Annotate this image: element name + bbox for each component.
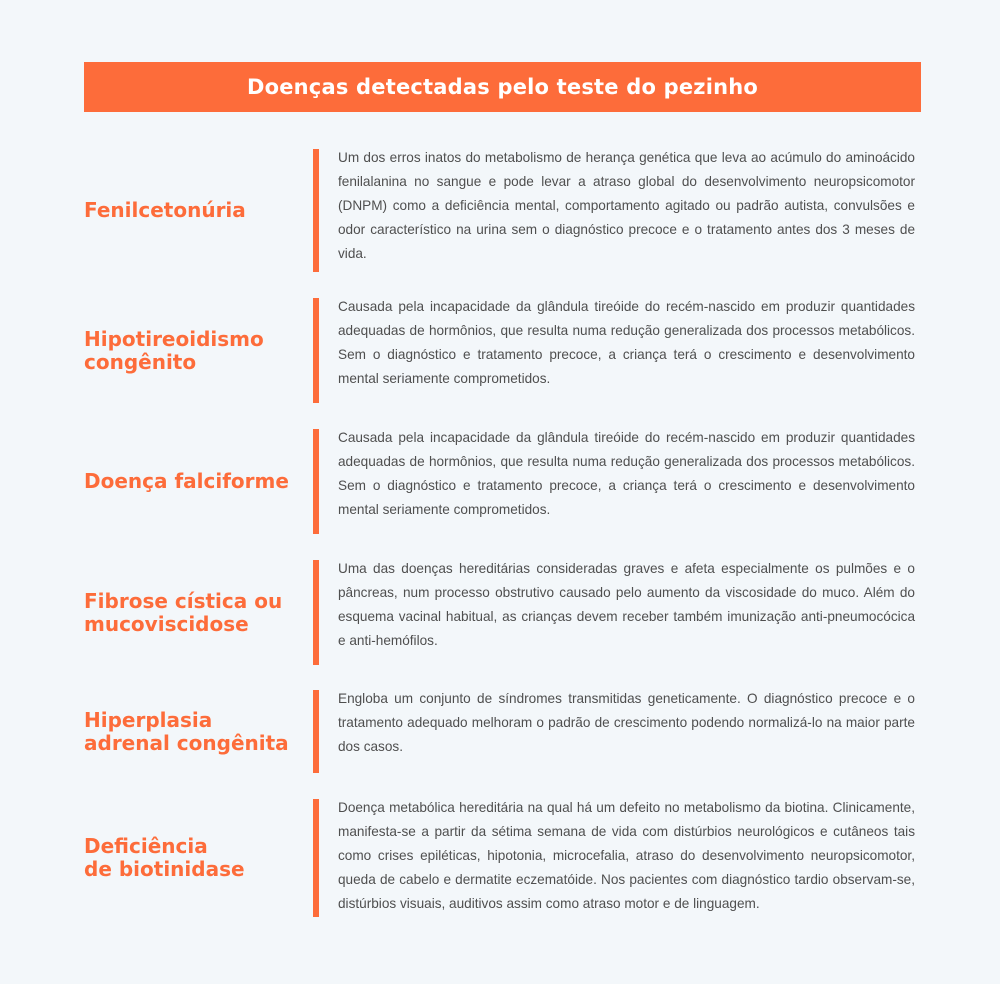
disease-description: Causada pela incapacidade da glândula tireóide do recém-nascido em produzir quantidades adequadas de hormônios, que resulta numa redução generalizada dos processos metabólicos. Sem o diagnóstico e tratamento precoce, a criança terá o crescimento e desenvolvimento mental seriamente comprometidos. <box>338 430 915 517</box>
disease-name: Hiperplasia adrenal congênita <box>84 707 289 755</box>
title-banner <box>84 62 921 112</box>
disease-name: Doença falciforme <box>84 469 289 493</box>
disease-row-fenilcetonuria <box>84 149 924 272</box>
accent-bar <box>313 298 319 403</box>
disease-description: Engloba um conjunto de síndromes transmitidas geneticamente. O diagnóstico precoce e o tratamento adequado melhoram o padrão de crescimento podendo normalizá-lo na maior parte dos casos. <box>338 691 915 754</box>
disease-description: Uma das doenças hereditárias consideradas graves e afeta especialmente os pulmões e o pâncreas, num processo obstrutivo causado pelo aumento da viscosidade do muco. Além do esquema vacinal habitual, as crianças devem receber também imunização anti-pneumocócica e anti-hemófilos. <box>338 561 915 648</box>
disease-row-biotinidase <box>84 799 924 917</box>
disease-row-hiperplasia <box>84 690 924 773</box>
disease-name: Hipotireoidismo congênito <box>84 326 264 374</box>
accent-bar <box>313 560 319 665</box>
accent-bar <box>313 799 319 917</box>
accent-bar <box>313 429 319 534</box>
disease-description: Doença metabólica hereditária na qual há um defeito no metabolismo da biotina. Clinicamente, manifesta-se a partir da sétima semana de vida com distúrbios neurológicos e cutâneos tais como crises epiléticas, hipotonia, microcefalia, atraso do desenvolvimento neuropsicomotor, queda de cabelo e dermatite eczematóide. Nos pacientes com diagnóstico tardio observam-se, distúrbios visuais, auditivos assim como atraso motor e de linguagem. <box>338 800 915 911</box>
page-title: Doenças detectadas pelo teste do pezinho <box>246 75 759 99</box>
disease-name: Fenilcetonúria <box>84 198 246 222</box>
accent-bar <box>313 149 319 272</box>
disease-row-falciforme <box>84 429 924 534</box>
disease-name: Deficiência de biotinidase <box>84 834 245 881</box>
disease-name: Fibrose cística ou mucoviscidose <box>84 588 283 636</box>
accent-bar <box>313 690 319 773</box>
disease-row-hipotireoidismo <box>84 298 924 403</box>
disease-row-fibrose-cistica <box>84 560 924 665</box>
disease-description: Um dos erros inatos do metabolismo de herança genética que leva ao acúmulo do aminoácido fenilalanina no sangue e pode levar a atraso global do desenvolvimento neuropsicomotor (DNPM) como a deficiência mental, comportamento agitado ou padrão autista, convulsões e odor característico na urina sem o diagnóstico precoce e o tratamento antes dos 3 meses de vida. <box>338 150 915 261</box>
disease-description: Causada pela incapacidade da glândula tireóide do recém-nascido em produzir quantidades adequadas de hormônios, que resulta numa redução generalizada dos processos metabólicos. Sem o diagnóstico e tratamento precoce, a criança terá o crescimento e desenvolvimento mental seriamente comprometidos. <box>338 299 915 386</box>
